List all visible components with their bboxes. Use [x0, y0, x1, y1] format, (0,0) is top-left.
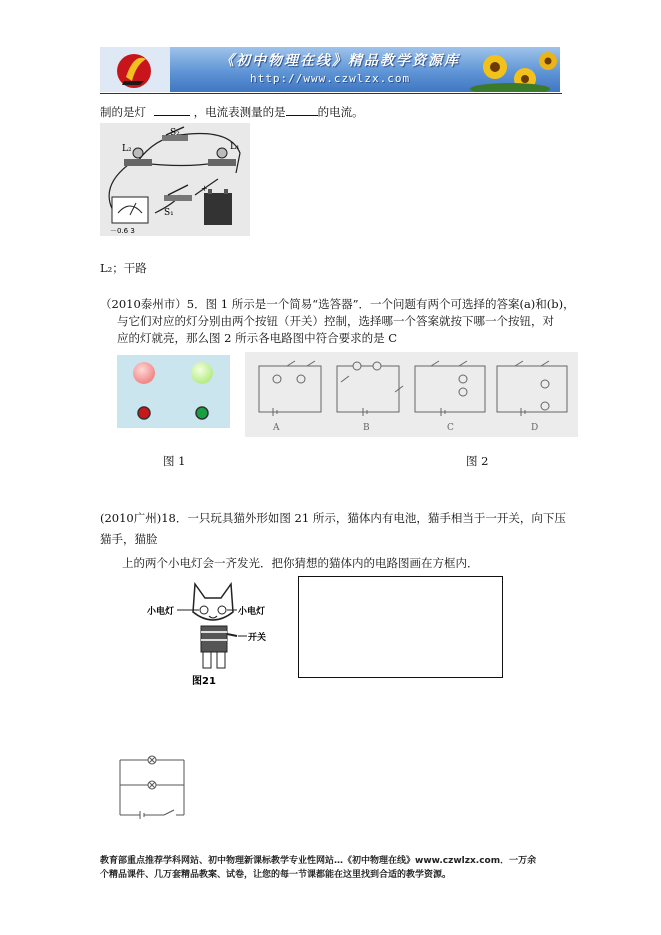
figure-2-caption: 图 2 — [466, 454, 489, 468]
cat-drawing — [147, 576, 277, 691]
footer-line-1: 教育部重点推荐学科网站、初中物理新课标教学专业性网站…《初中物理在线》www.czwlzx.com．一万余 — [100, 856, 537, 866]
circuit-option-b — [337, 362, 403, 416]
label-left-lamp: 小电灯 — [147, 607, 175, 617]
q3-answer-circuit — [112, 745, 192, 825]
label-s2: S₂ — [170, 128, 180, 138]
q2-line-2: 与它们对应的灯分别由两个按钮（开关）控制，选择哪一个答案就按下哪一个按钮，对 — [117, 314, 554, 328]
figure-1-caption: 图 1 — [163, 454, 186, 468]
option-label-b: B — [363, 423, 370, 433]
header-divider — [100, 93, 562, 94]
footer-line-2: 个精品课件、几万套精品教案、试卷，让您的每一节课都能在这里找到合适的教学资源。 — [100, 870, 452, 880]
lamp-l2-icon — [124, 159, 152, 166]
option-label-d: D — [531, 423, 539, 433]
battery-icon — [204, 193, 232, 225]
label-meter: －0.6 3 — [110, 227, 135, 235]
circuit-option-a — [259, 361, 321, 416]
cat-head-icon — [193, 584, 233, 620]
q1-text-3: 的电流。 — [317, 105, 364, 119]
answer-drawing-box[interactable] — [298, 576, 503, 678]
q2-line-3: 应的灯就亮，那么图 2 所示各电路图中符合要求的是 C — [117, 331, 398, 345]
circuit-option-d — [497, 361, 567, 416]
circuit-option-c — [415, 361, 485, 416]
q1-circuit-drawing — [100, 123, 250, 236]
q1-fill-line — [100, 104, 364, 120]
button-a-icon — [138, 407, 150, 419]
label-plus: + — [201, 184, 208, 193]
label-l2: L₂ — [122, 144, 132, 154]
banner-title: 《初中物理在线》精品教学资源库 — [220, 53, 460, 69]
button-b-icon — [196, 407, 208, 419]
figure-1-panel — [117, 355, 230, 428]
ammeter-icon — [112, 197, 148, 223]
label-switch: 开关 — [248, 633, 267, 643]
q1-circuit-photo — [100, 123, 250, 236]
q1-text-2: ，电流表测量的是 — [193, 105, 286, 119]
figure-2-panel — [245, 352, 578, 437]
banner-url[interactable]: http://www.czwlzx.com — [250, 72, 411, 85]
lamp-l1-icon — [208, 159, 236, 166]
figure-21-caption: 图21 — [192, 676, 216, 687]
lamp-a-icon — [133, 362, 155, 384]
header-banner — [100, 47, 560, 92]
lamp-b-icon — [191, 362, 213, 384]
figure-2-circuits — [245, 352, 578, 437]
q3-line-2: 猫手，猫脸 — [100, 532, 158, 546]
q3-line-1: (2010广州)18．一只玩具猫外形如图 21 所示，猫体内有电池，猫手相当于一开关，向下压 — [100, 511, 566, 525]
switch-s1-icon — [164, 195, 192, 201]
parallel-circuit-drawing — [112, 745, 192, 825]
q3-line-3: 上的两个小电灯会一齐发光．把你猜想的猫体内的电路图画在方框内． — [122, 556, 479, 570]
q1-blank-1 — [154, 104, 190, 116]
q1-blank-2 — [286, 104, 318, 116]
figure-1-lamps — [117, 355, 230, 428]
label-s1: S₁ — [164, 208, 174, 218]
q2-line-1: （2010泰州市）5．图 1 所示是一个简易“选答器”．一个问题有两个可选择的答案(a)和(b)， — [100, 297, 575, 311]
option-label-a: A — [273, 423, 280, 433]
q1-text-1: 制的是灯 — [100, 105, 146, 119]
option-label-c: C — [447, 423, 454, 433]
page-footer — [100, 854, 570, 882]
q1-answer: L₂；干路 — [100, 261, 147, 275]
label-right-lamp: 小电灯 — [238, 607, 266, 617]
label-l1: L₁ — [230, 142, 240, 152]
figure-21 — [147, 576, 277, 691]
